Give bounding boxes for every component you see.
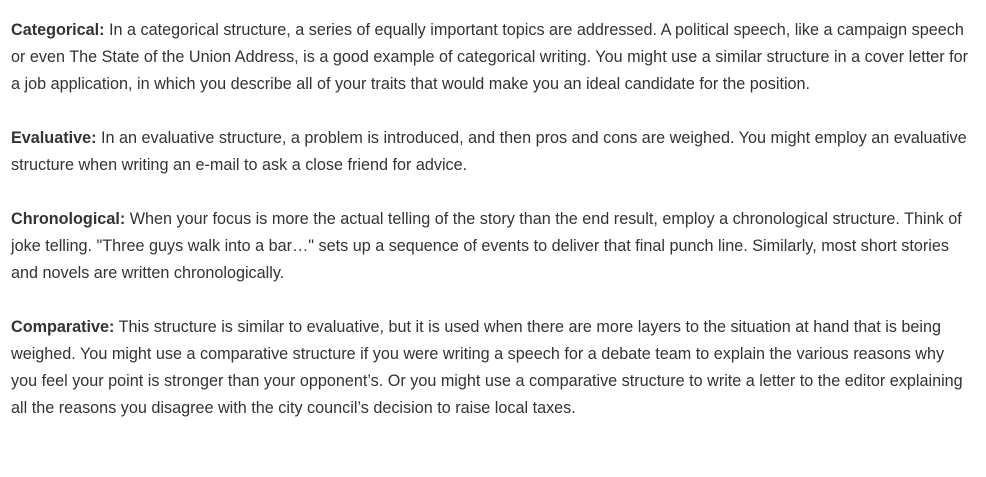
description-comparative: This structure is similar to evaluative, but it is used when there are more layers to the situation at hand that is being weighed. You might use a comparative structure if you were writing a speech for a debate team to explain the various reasons why you feel your point is stronger than your opponent’s. Or you might use a comparative structure to write a letter to the editor explaining all the reasons you disagree with the city council’s decision to raise local taxes. (11, 318, 963, 417)
document-body (11, 17, 973, 449)
term-categorical: Categorical: (11, 21, 105, 39)
term-evaluative: Evaluative: (11, 129, 97, 147)
description-chronological: When your focus is more the actual telling of the story than the end result, employ a chronological structure. Think of joke telling. "Three guys walk into a bar…" sets up a sequence of events to deliver that final punch line. Similarly, most short stories and novels are written chronologically. (11, 210, 962, 282)
description-categorical: In a categorical structure, a series of equally important topics are addressed. A political speech, like a campaign speech or even The State of the Union Address, is a good example of categorical writing. You might use a similar structure in a cover letter for a job application, in which you describe all of your traits that would make you an ideal candidate for the position. (11, 21, 969, 93)
paragraph-evaluative (11, 125, 973, 179)
term-comparative: Comparative: (11, 318, 115, 336)
paragraph-comparative (11, 314, 973, 422)
description-evaluative: In an evaluative structure, a problem is introduced, and then pros and cons are weighed. You might employ an evaluative structure when writing an e-mail to ask a close friend for advice. (11, 129, 967, 174)
term-chronological: Chronological: (11, 210, 126, 228)
paragraph-categorical (11, 17, 973, 98)
paragraph-chronological (11, 206, 973, 287)
